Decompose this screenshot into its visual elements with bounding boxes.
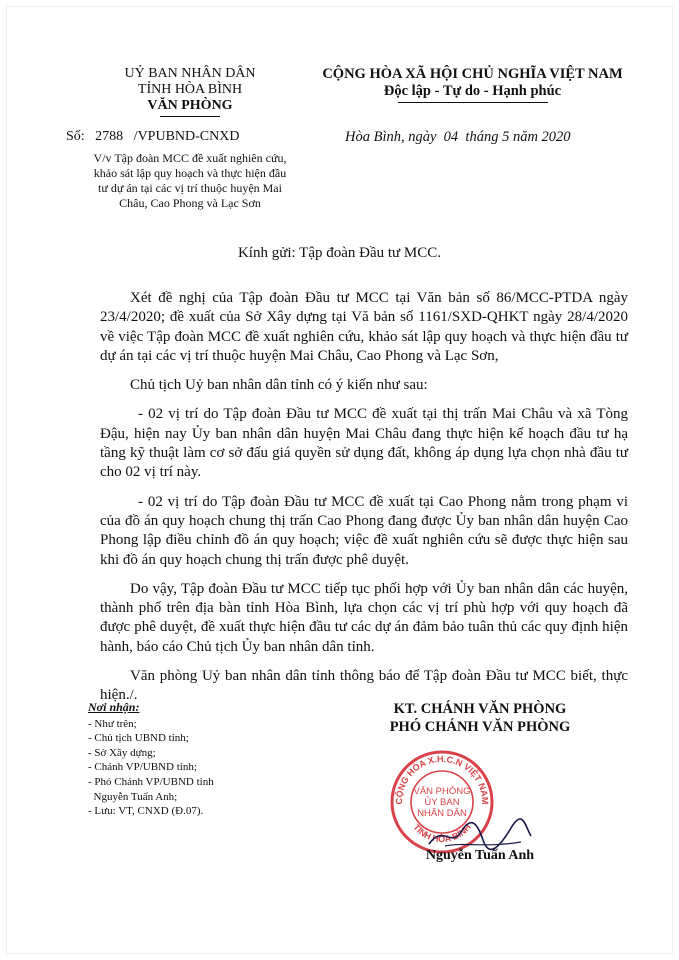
recipient-item: - Chánh VP/UBND tỉnh; bbox=[88, 761, 197, 774]
subject-line: Châu, Cao Phong và Lạc Sơn bbox=[119, 196, 261, 210]
recipients-block bbox=[88, 700, 308, 819]
recipient-item: - Lưu: VT, CNXD (Đ.07). bbox=[88, 805, 204, 818]
signer-name: Nguyễn Tuấn Anh bbox=[425, 848, 535, 863]
subject-line: tư dự án tại các vị trí thuộc huyện Mai bbox=[98, 181, 282, 195]
document-number: Số: 2788 /VPUBND-CNXD bbox=[66, 129, 240, 144]
national-motto: Độc lập - Tự do - Hạnh phúc bbox=[383, 83, 562, 99]
document-date: Hòa Bình, ngày 04 tháng 5 năm 2020 bbox=[345, 129, 571, 145]
motto-underline bbox=[398, 102, 548, 103]
recipient-item: - Chủ tịch UBND tỉnh; bbox=[88, 732, 189, 745]
signature-title-1: KT. CHÁNH VĂN PHÒNG bbox=[393, 701, 567, 717]
body-paragraph: Chủ tịch Uỷ ban nhân dân tỉnh có ý kiến như sau: bbox=[130, 377, 428, 394]
signature-block bbox=[360, 700, 600, 736]
subject-line: khảo sát lập quy hoạch và thực hiện đầu bbox=[93, 166, 287, 180]
recipient-item: Nguyễn Tuấn Anh; bbox=[88, 790, 178, 803]
recipient-item: - Sở Xây dựng; bbox=[88, 746, 156, 759]
seal-center-line-1: VĂN PHÒNG bbox=[413, 786, 471, 797]
issuer-line-1: UỶ BAN NHÂN DÂN bbox=[124, 66, 256, 81]
national-title: CỘNG HÒA XÃ HỘI CHỦ NGHĨA VIỆT NAM bbox=[322, 66, 623, 82]
seal-center-line-3: NHÂN DÂN bbox=[417, 808, 467, 819]
issuer-line-2: TỈNH HÒA BÌNH bbox=[137, 82, 243, 97]
recipient-item: - Phó Chánh VP/UBND tỉnh bbox=[88, 775, 214, 788]
seal-ring-bottom-text: TỈNH HÒA BÌNH bbox=[411, 821, 473, 845]
issuer-header bbox=[70, 66, 310, 117]
body-paragraph: - 02 vị trí do Tập đoàn Đầu tư MCC đề xuất tại Cao Phong nằm trong phạm vi của đồ án quy hoạch chung thị trấn Cao Phong đang được Ủy ban nhân dân huyện Cao Phong lập điều chỉnh đồ án quy hoạch; việc đề xuất nghiên cứu sẽ được thực hiện sau khi đồ án quy hoạch chung thị trấn được phê duyệt. bbox=[100, 493, 628, 568]
recipients-title: Nơi nhận: bbox=[88, 700, 140, 714]
seal-ring-top-text: CỘNG HÒA X.H.C.N VIỆT NAM bbox=[393, 753, 491, 805]
issuer-line-3: VĂN PHÒNG bbox=[147, 98, 233, 113]
recipient-item: - Như trên; bbox=[88, 717, 137, 730]
body-paragraph: Do vậy, Tập đoàn Đầu tư MCC tiếp tục phối hợp với Ủy ban nhân dân các huyện, thành phố trên địa bàn tỉnh Hòa Bình, lựa chọn các vị trí phù hợp với quy hoạch đã được phê duyệt, đề xuất thực hiện đầu tư các dự án đảm bảo tuân thủ các quy định hiện hành, báo cáo Chủ tịch Ủy ban nhân dân tỉnh. bbox=[100, 580, 628, 655]
national-header bbox=[300, 66, 645, 103]
body-paragraph: Xét đề nghị của Tập đoàn Đầu tư MCC tại Văn bản số 86/MCC-PTDA ngày 23/4/2020; đề xuất của Sở Xây dựng tại Vă bản số 1161/SXD-QHKT ngày 28/4/2020 về việc Tập đoàn MCC đề xuất nghiên cứu, khảo sát lập quy hoạch và thực hiện đầu tư dự án tại các vị trí thuộc huyện Mai Châu, Cao Phong và Lạc Sơn, bbox=[100, 290, 628, 364]
subject-block bbox=[60, 151, 320, 211]
letter-body bbox=[100, 289, 628, 716]
body-paragraph: Văn phòng Uỷ ban nhân dân tỉnh thông báo để Tập đoàn Đầu tư MCC biết, thực hiện./. bbox=[100, 668, 628, 704]
issuer-underline bbox=[160, 116, 220, 117]
seal-center-line-2: ỦY BAN bbox=[424, 797, 460, 808]
body-paragraph: - 02 vị trí do Tập đoàn Đầu tư MCC đề xuất tại thị trấn Mai Châu và xã Tòng Đậu, hiện nay Ủy ban nhân dân huyện Mai Châu đang thực hiện kế hoạch đầu tư hạ tầng kỹ thuật làm cơ sở đấu giá quyền sử dụng đất, không áp dụng lựa chọn nhà đầu tư cho 02 vị trí này. bbox=[100, 406, 628, 481]
signature-title-2: PHÓ CHÁNH VĂN PHÒNG bbox=[389, 719, 571, 735]
subject-line: V/v Tập đoàn MCC đề xuất nghiên cứu, bbox=[93, 151, 287, 165]
greeting: Kính gửi: Tập đoàn Đầu tư MCC. bbox=[237, 245, 442, 261]
